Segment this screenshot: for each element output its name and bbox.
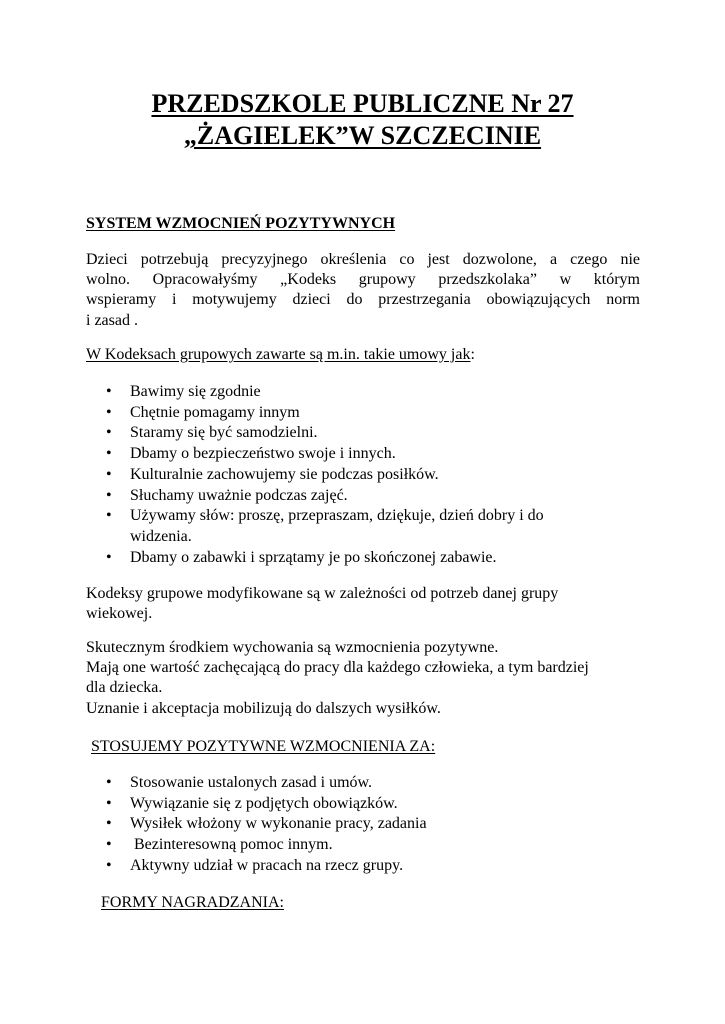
rules-intro-colon: : [470,346,475,363]
intro-line: i zasad . [86,311,138,329]
list-item: • Wywiązanie się z podjętych obowiązków. [106,794,626,815]
positive-reinforcement-paragraph [86,638,640,719]
list-item: • Dbamy o bezpieczeństwo swoje i innych. [106,444,626,465]
list-item: • Bezinteresowną pomoc innym. [106,835,626,856]
intro-line: Dzieci potrzebują precyzyjnego określenia co jest dozwolone, a czego nie [86,251,640,268]
section-heading-positive-reinforcement-system: SYSTEM WZMOCNIEŃ POZYTYWNYCH [86,215,396,232]
list-item: • Aktywny udział w pracach na rzecz grupy. [106,856,626,877]
codes-note-line: Kodeksy grupowe modyfikowane są w zależności od potrzeb danej grupy [86,585,559,602]
intro-paragraph [86,250,640,331]
list-item: • Bawimy się zgodnie [106,382,626,403]
list-item: • Staramy się być samodzielni. [106,423,626,444]
list-item: • Stosowanie ustalonych zasad i umów. [106,773,626,794]
positive-line: Uznanie i akceptacja mobilizują do dalszych wysiłków. [86,699,441,717]
positive-line: dla dziecka. [86,679,163,697]
section-heading-we-apply-reinforcement: STOSUJEMY POZYTYWNE WZMOCNIENIA ZA: [91,738,436,755]
title-text-2: „ŻAGIELEK”W SZCZECINIE [183,121,542,150]
list-item: • Używamy słów: proszę, przepraszam, dziękuje, dzień dobry i do widzenia. [106,506,600,547]
section-heading-reward-forms: FORMY NAGRADZANIA: [101,894,284,911]
list-item: • Słuchamy uważnie podczas zajęć. [106,486,626,507]
rules-intro-text: W Kodeksach grupowych zawarte są m.in. takie umowy jak [86,346,471,363]
reinforcement-criteria-list [106,773,626,877]
positive-line: Skutecznym środkiem wychowania są wzmocnienia pozytywne. [86,639,499,656]
document-title-line-2 [0,120,725,152]
title-text-1: PRZEDSZKOLE PUBLICZNE Nr 27 [151,89,574,118]
codes-note-paragraph [86,584,640,624]
group-code-rules-list [106,382,626,568]
rules-intro [86,345,640,365]
list-item: • Wysiłek włożony w wykonanie pracy, zadania [106,814,626,835]
intro-line: wolno. Opracowałyśmy „Kodeks grupowy przedszkolaka” w którym [86,271,640,289]
document-title-line-1 [0,88,725,120]
list-item: • Dbamy o zabawki i sprzątamy je po skończonej zabawie. [106,548,626,569]
codes-note-line: wiekowej. [86,605,153,623]
positive-line: Mają one wartość zachęcającą do pracy dla każdego człowieka, a tym bardziej [86,659,589,677]
intro-line: wspieramy i motywujemy dzieci do przestrzegania obowiązujących norm [86,291,640,309]
list-item: • Chętnie pomagamy innym [106,403,626,424]
list-item: • Kulturalnie zachowujemy sie podczas posiłków. [106,465,626,486]
